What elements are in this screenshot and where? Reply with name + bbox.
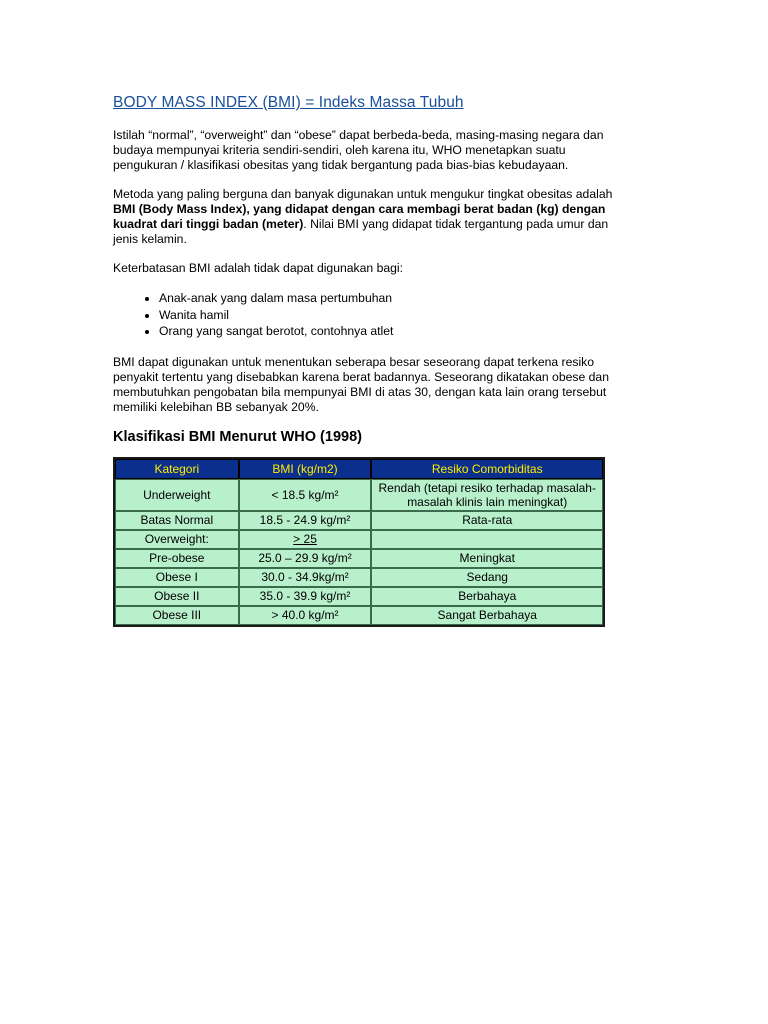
cell-bmi: 30.0 - 34.9kg/m² [239, 568, 372, 587]
paragraph-method-text: Metoda yang paling berguna dan banyak digunakan untuk mengukur tingkat obesitas adalah [113, 187, 613, 201]
table-row [115, 606, 603, 625]
header-resiko: Resiko Comorbiditas [371, 459, 603, 479]
cell-resiko: Rata-rata [371, 511, 603, 530]
list-item: • Anak-anak yang dalam masa pertumbuhan [159, 290, 613, 307]
cell-bmi: 18.5 - 24.9 kg/m² [239, 511, 372, 530]
cell-resiko [371, 530, 603, 549]
page-title: BODY MASS INDEX (BMI) = Indeks Massa Tubuh [113, 94, 464, 111]
cell-kategori: Batas Normal [115, 511, 239, 530]
table-header-row [115, 459, 603, 479]
cell-kategori: Obese I [115, 568, 239, 587]
cell-kategori: Overweight: [115, 530, 239, 549]
table-row [115, 530, 603, 549]
cell-resiko: Sedang [371, 568, 603, 587]
table-row [115, 479, 603, 511]
document-page [113, 94, 613, 627]
section-title: Klasifikasi BMI Menurut WHO (1998) [113, 428, 362, 445]
list-item: • Wanita hamil [159, 307, 613, 324]
header-bmi: BMI (kg/m2) [239, 459, 372, 479]
cell-bmi: > 40.0 kg/m² [239, 606, 372, 625]
cell-resiko: Rendah (tetapi resiko terhadap masalah-masalah klinis lain meningkat) [371, 479, 603, 511]
paragraph-limitations: Keterbatasan BMI adalah tidak dapat digunakan bagi: [113, 261, 404, 275]
cell-kategori: Obese III [115, 606, 239, 625]
cell-resiko: Berbahaya [371, 587, 603, 606]
cell-bmi: > 25 [239, 530, 372, 549]
cell-kategori: Pre-obese [115, 549, 239, 568]
cell-resiko: Sangat Berbahaya [371, 606, 603, 625]
paragraph-intro: Istilah “normal”, “overweight” dan “obese” dapat berbeda-beda, masing-masing negara dan budaya mempunyai kriteria sendiri-sendiri, oleh karena itu, WHO menetapkan suatu pengukuran / klasifikasi obesitas yang tidak bergantung pada bias-bias kebudayaan. [113, 128, 604, 172]
paragraph-method-bold: BMI (Body Mass Index), yang didapat dengan cara membagi berat badan (kg) dengan kuadrat dari tinggi badan (meter) [113, 202, 606, 231]
table-row [115, 511, 603, 530]
cell-kategori: Underweight [115, 479, 239, 511]
header-kategori: Kategori [115, 459, 239, 479]
cell-bmi: < 18.5 kg/m² [239, 479, 372, 511]
cell-bmi: 25.0 – 29.9 kg/m² [239, 549, 372, 568]
paragraph-method-text-end: . Nilai BMI yang didapat tidak tergantung pada umur dan jenis kelamin. [113, 217, 609, 246]
table-row [115, 568, 603, 587]
cell-resiko: Meningkat [371, 549, 603, 568]
paragraph-method [113, 187, 613, 247]
cell-bmi: 35.0 - 39.9 kg/m² [239, 587, 372, 606]
table-row [115, 549, 603, 568]
list-item: • Orang yang sangat berotot, contohnya atlet [159, 323, 613, 340]
bmi-classification-table [113, 457, 605, 627]
cell-kategori: Obese II [115, 587, 239, 606]
table-row [115, 587, 603, 606]
limitations-list [113, 290, 613, 340]
paragraph-risk: BMI dapat digunakan untuk menentukan seberapa besar seseorang dapat terkena resiko penyakit tertentu yang disebabkan karena berat badannya. Seseorang dikatakan obese dan membutuhkan pengobatan bila mempunyai BMI di atas 30, dengan kata lain orang tersebut memiliki kelebihan BB sebanyak 20%. [113, 354, 609, 414]
